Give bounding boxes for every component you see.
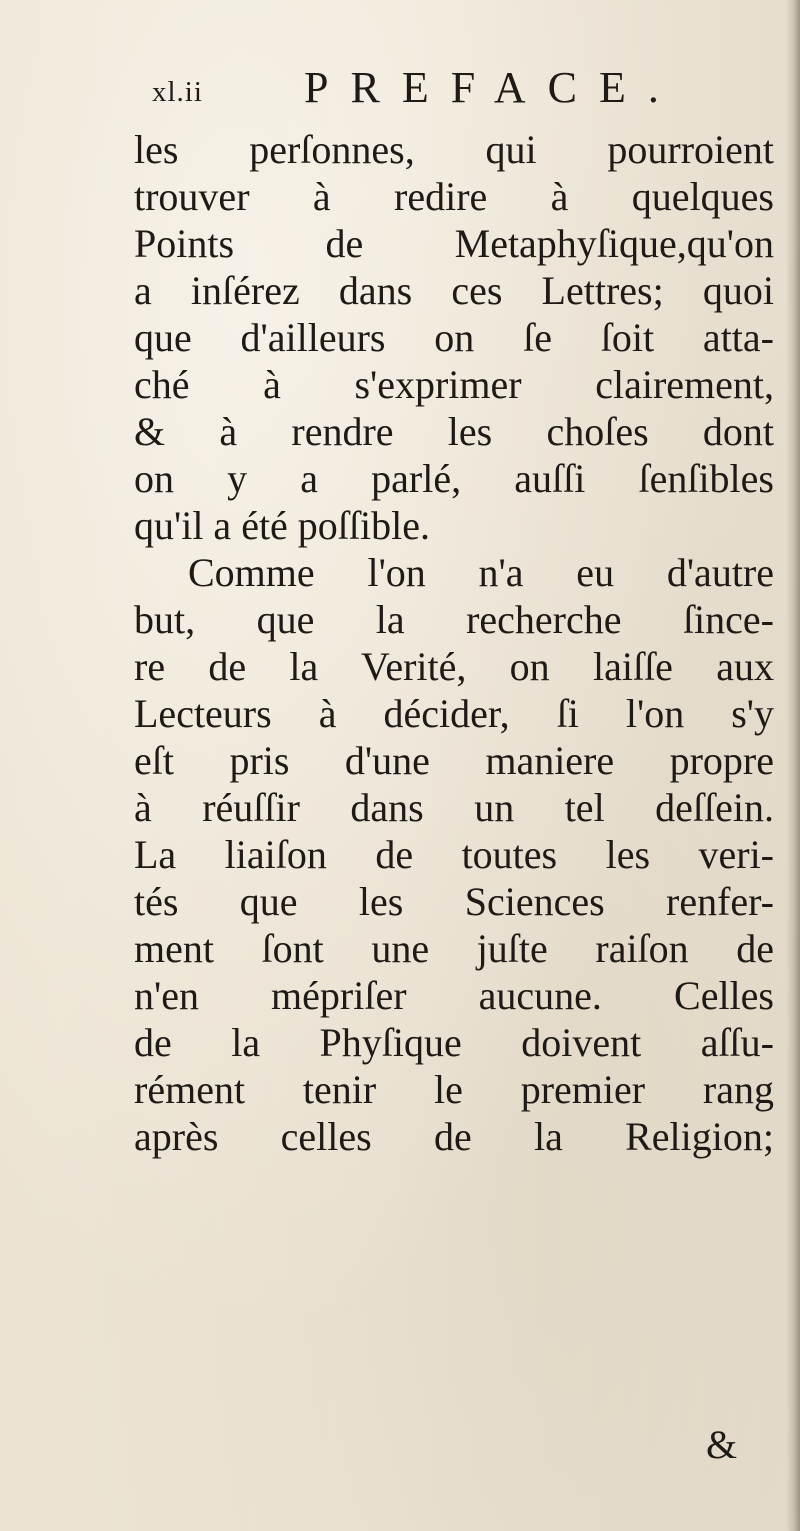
running-title: PREFACE. [304, 63, 681, 112]
text-line: ché à s'exprimer clairement, [134, 362, 774, 407]
page-gutter-shadow [786, 0, 800, 1531]
text-line: trouver à redire à quelques [134, 174, 774, 219]
text-line: but, que la recherche ſince- [134, 597, 774, 642]
text-line: de la Phyſique doivent aſſu- [134, 1020, 774, 1065]
text-line: on y a parlé, auſſi ſenſibles [134, 456, 774, 501]
text-line: qu'il a été poſſible. [134, 503, 431, 548]
text-line: Lecteurs à décider, ſi l'on s'y [134, 691, 774, 736]
text-line: ment ſont une juſte raiſon de [134, 926, 774, 971]
text-line: & à rendre les choſes dont [134, 409, 774, 454]
text-line: que d'ailleurs on ſe ſoit atta- [134, 315, 774, 360]
text-line: tés que les Sciences renfer- [134, 879, 774, 924]
text-line: re de la Verité, on laiſſe aux [134, 644, 774, 689]
text-line: n'en mépriſer aucune. Celles [134, 973, 774, 1018]
text-line: après celles de la Religion; [134, 1114, 774, 1159]
text-line: La liaiſon de toutes les veri- [134, 832, 774, 877]
paragraph-start-line: Comme l'on n'a eu d'autre [188, 550, 774, 595]
page-number: xl.ii [152, 76, 203, 108]
text-line: a inſérez dans ces Lettres; quoi [134, 268, 774, 313]
text-line: eſt pris d'une maniere propre [134, 738, 774, 783]
text-line: Points de Metaphyſique,qu'on [134, 221, 774, 266]
text-line: rément tenir le premier rang [134, 1067, 774, 1112]
body-text [134, 126, 774, 1160]
text-line: à réuſſir dans un tel deſſein. [134, 785, 774, 830]
catchword: & [706, 1422, 738, 1467]
text-line: les perſonnes, qui pourroient [134, 127, 774, 172]
page-header [152, 62, 752, 118]
